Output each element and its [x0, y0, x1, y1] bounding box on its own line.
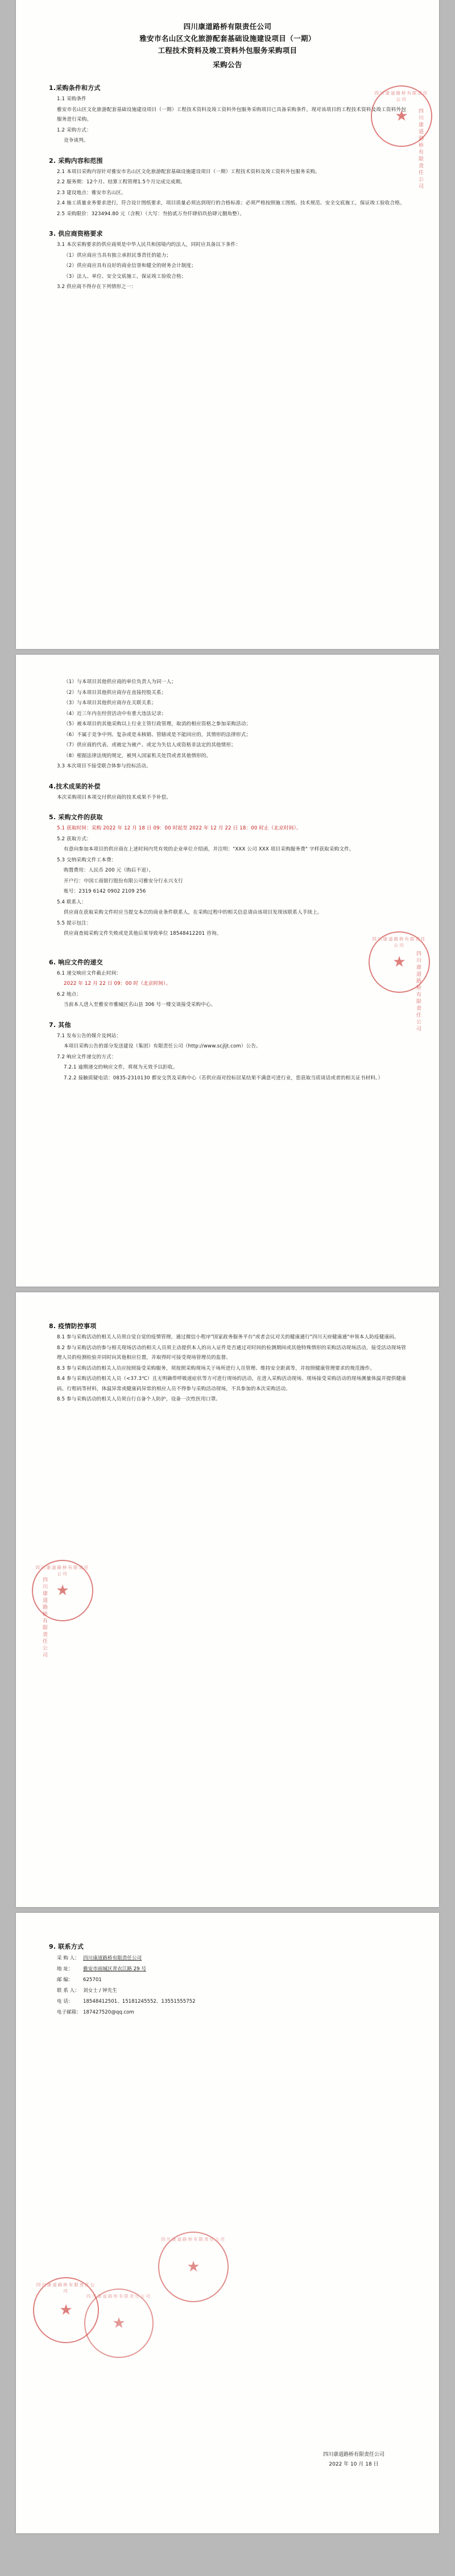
section-1-1-label: 1.1 采购条件 [57, 96, 86, 102]
section-1-2-text: 竞争谈判。 [64, 138, 89, 143]
section-5-item-9: 供应商在获取采购文件时应当提交本次的商业条件联系人，在采购过程中的相关信息请由该项目发现该联系人手续上。 [64, 910, 322, 915]
section-3-list-b-1: （1）与本项目其他供应商的单位负责人为同一人； [64, 679, 176, 685]
seal-arc-text: 四川康道路桥有限责任公司 [372, 936, 427, 948]
section-1-heading: 1.采购条件和方式 [49, 84, 101, 92]
section-7-heading: 7. 其他 [49, 1021, 71, 1029]
seal-arc-text: 四川康道路桥有限责任公司 [86, 2294, 151, 2299]
section-7-item-1: 7.1 发布公告的媒介及网站： [57, 1033, 122, 1039]
section-8-item-3: 8.3 参与采购活动的相关人员应按照接受采购服务，须按照采购现场关于场所进行人员管理、维持安全距离等，并按照健康管理要求的规范操作。 [57, 1365, 375, 1371]
contact-label-person: 联 系 人： [57, 1988, 80, 1994]
contact-label-buyer: 采 购 人： [57, 1955, 80, 1961]
section-8-item-2: 8.2 参与采购活动的参与相关现场活动的相关人员须主动提供本人的出入证件是否通过对时间的检测期间或其他特殊情形的采购活动现场活动，接受活动现场管理人员的检测检验并同时向其他相应位置，并取得时可接受现场管理员的监督。 [57, 1345, 406, 1361]
document-title [49, 20, 406, 71]
seal-star-icon: ★ [112, 2315, 126, 2332]
title-line-4: 采购公告 [213, 60, 242, 69]
contact-row [57, 2007, 406, 2018]
section-9-heading: 9. 联系方式 [49, 1943, 84, 1950]
seal-arc-text: 四川康道路桥有限责任公司 [35, 1565, 90, 1576]
seal-arc-text: 四川康道路桥有限责任公司 [161, 2237, 226, 2242]
contact-value-buyer: 四川康道路桥有限责任公司 [83, 1955, 142, 1961]
title-line-3: 工程技术资料及竣工资料外包服务采购项目 [158, 46, 297, 55]
signature-date: 2022 年 10 月 18 日 [329, 2462, 379, 2467]
contact-row [57, 1986, 406, 1996]
section-3-list-b-7: （7）供应商的代表、或被定为被产、或定为失信人或资格非法定的其他情形； [64, 742, 236, 748]
contact-row [57, 1953, 406, 1964]
seal-star-icon: ★ [395, 108, 408, 125]
section-1-1-text: 雅安市名山区文化旅游配套基础设施建设项目（一期）工程技术资料及竣工资料外包服务采购项目已具备采购条件，现对该项目的工程技术资料及竣工资料外包服务进行采购。 [57, 106, 406, 122]
section-5-item-1: 5.1 获取时间：采购 2022 年 12 月 18 日 09：00 时起至 2022 年 12 月 22 日 18：00 时止（北京时间）。 [57, 825, 301, 831]
section-5-item-6: 开户行：中国工商银行股份有限公司雅安分行永兴支行 [64, 878, 183, 884]
contact-row [57, 1975, 406, 1986]
title-line-2: 雅安市名山区文化旅游配套基础设施建设项目（一期） [139, 34, 316, 43]
section-7-item-5: 7.2.2 接触质疑电话：0835-2310130 都安交货及采购中心（若供应商对投标居某结果不满意可进行业，您获取当质谈话或者的相关证书材料。） [64, 1075, 383, 1081]
section-7-item-2: 本项目采购公告的部分发送建设（集团）有限责任公司（http://www.scjljt.com）公告。 [64, 1043, 261, 1049]
contact-block [49, 1953, 406, 2018]
contact-value-address: 雅安市雨城区青衣江路 29 号 [83, 1966, 146, 1972]
company-seal-icon [158, 2232, 229, 2302]
company-seal-icon [33, 2277, 99, 2343]
section-1-2-label: 1.2 采购方式： [57, 127, 92, 133]
section-3-list-b-4: （4）近三年内在经营活动中有重大违法记录； [64, 710, 167, 717]
section-5-item-4: 5.3 交纳采购文件工本费： [57, 857, 117, 863]
document-page-2 [16, 655, 439, 1287]
section-4-heading: 4.技术成果的补偿 [49, 782, 101, 790]
contact-value-email: 187427520@qq.com [83, 2010, 134, 2015]
section-6-item-2: 2022 年 12 月 22 日 09：00 时（北京时间）。 [64, 981, 171, 987]
seal-star-icon: ★ [392, 954, 406, 971]
contact-value-postcode: 625701 [83, 1977, 102, 1983]
section-3-list-b-2: （2）与本项目其他供应商存在直接控股关系； [64, 689, 167, 696]
section-8-item-1: 8.1 参与采购活动的相关人员须自觉自觉的疫情管理，通过微信小程序"国家政务服务平台"或者会议对关的健康通行"四川天府健康通"申领本人防疫健康码。 [57, 1334, 399, 1340]
section-5-item-2: 5.2 获取方式： [57, 836, 92, 842]
section-2-item-3: 2.3 建设地点：雅安市名山区。 [57, 190, 126, 196]
contact-label-phone: 电 话： [57, 1999, 73, 2004]
contact-label-email: 电子邮箱： [57, 2010, 81, 2015]
contact-label-address: 地 址： [57, 1966, 73, 1972]
section-3-note: 3.2 供应商不得存在下列情形之一： [57, 284, 136, 290]
section-5-item-3: 有意向参加本项目的供应商在上述时间内凭有效的企业单位介绍函，并注明："XXX 公司 XXX 项目采购服务费" 字样获取采购文件。 [64, 847, 354, 852]
signature-block [323, 2450, 384, 2470]
vertical-stamp-text: 四川康道路桥有限责任公司 [415, 951, 421, 1033]
document-page-1 [16, 0, 439, 649]
section-5-item-7: 账号：2319 6142 0902 2109 256 [64, 889, 146, 894]
section-6-item-1: 6.1 递交响应文件截止时间： [57, 970, 122, 976]
section-6-heading: 6. 响应文件的递交 [49, 958, 103, 966]
section-3-list-b-8: （8）根据法律法规的规定，被列入国家机关处罚或者其他情形的。 [64, 753, 212, 759]
section-2-item-4: 2.4 施工质量业务要求进行，符合设计图纸要求，项目质量必须达到现行的合格标准；必须严格按照施工图纸、技术规范、安全交底施工，保证竣工验收合格。 [57, 200, 405, 206]
seal-arc-text: 四川康道路桥有限责任公司 [374, 91, 429, 102]
document-page-4 [16, 1913, 439, 2533]
section-2-item-1: 2.1 本项目采购内容针对雅安市名山区文化旅游配套基础设施建设项目（一期）工程技术资料及竣工资料外包服务采购。 [57, 169, 320, 175]
section-6-item-3: 6.2 地点： [57, 991, 82, 997]
section-8-heading: 8. 疫情防控事项 [49, 1322, 97, 1330]
section-3-list-b-3: （3）与本项目其他供应商存在关联关系； [64, 700, 157, 706]
section-5-heading: 5. 采购文件的获取 [49, 814, 103, 821]
signature-company: 四川康道路桥有限责任公司 [322, 2452, 384, 2458]
section-3-list-a-2: （2）供应商应具有良好的商业信誉和健全的财务会计制度； [64, 263, 196, 269]
vertical-stamp-text: 四川康道路桥有限责任公司 [417, 108, 423, 190]
section-2-heading: 2. 采购内容和范围 [49, 157, 103, 165]
contact-label-postcode: 邮 编： [57, 1977, 73, 1983]
section-7-item-3: 7.2 响应文件递交的方式： [57, 1054, 117, 1060]
section-5-item-5: 购置费用：人民币 200 元（购后不退）。 [64, 868, 154, 873]
section-3-list-a-1: （1）供应商应当具有独立承担民事责任的能力； [64, 252, 172, 258]
contact-row [57, 1996, 406, 2007]
section-3-list-b-5: （5）被本项目的其他采购以上行业主管行政管理，取消的相应资格之参加采购活动； [64, 721, 251, 727]
section-3-intro: 3.1 本次采购要求的供应商须是中华人民共和国境内的法人，同时应具备以下条件： [57, 242, 241, 248]
seal-star-icon: ★ [56, 1582, 69, 1599]
seal-star-icon: ★ [59, 2302, 73, 2319]
section-3-closing: 3.3 本次项目不接受联合体参与投标活动。 [57, 763, 151, 769]
section-5-item-11: 供应商查阅采购文件失败或是其他后果导致单位 18548412201 咨询。 [64, 931, 222, 936]
section-8-item-4: 8.4 参与采购活动的相关人员（<37.3℃）且无明确带呼吸道症状等方可进行现场的活动，在进入采购活动现场、现场接受采购活动的现场测量体温并提供健康码、行程码等材料，体温异常或健康码异常的相应人员不得参与采购活动现场，不具参加的本次采购活动。 [57, 1376, 406, 1392]
section-5-item-10: 5.5 提示包注： [57, 920, 92, 926]
section-2-item-2: 2.2 服务期：12个月、结算工程管理1.5个月完成完成期。 [57, 179, 185, 185]
contact-row [57, 1964, 406, 1975]
section-8-item-5: 8.5 参与采购活动的相关人员须自行自备个人防护，设备一次性医用口罩。 [57, 1396, 221, 1402]
section-3-heading: 3. 供应商资格要求 [49, 230, 103, 237]
section-4-text: 本次采购项目本项交付供应商的技术成果不予补偿。 [57, 794, 172, 800]
section-6-item-4: 当前本人进入至雅安市雅城区名山县 306 号一楼交谈接受采购中心。 [64, 1002, 216, 1008]
section-7-item-4: 7.2.1 逾期递交的响应文件，将视为无效予以拒收。 [64, 1065, 178, 1070]
section-2-item-5: 2.5 采购限价：323494.80 元（含税）（大写：叁拾贰万叁仟肆佰玖拾肆元捌角整）。 [57, 211, 245, 217]
vertical-stamp-text: 四川康道路桥有限责任公司 [42, 1577, 47, 1659]
contact-value-person: 刘女士 / 钟先生 [83, 1988, 117, 1994]
section-3-list-a-3: （3）法人、单位、安全交底施工，保证竣工验收合格； [64, 273, 187, 280]
title-line-1: 四川康道路桥有限责任公司 [183, 22, 272, 31]
document-page-3 [16, 1292, 439, 1907]
section-5-item-8: 5.4 联系人： [57, 899, 86, 905]
company-seal-icon [84, 2289, 154, 2358]
seal-star-icon: ★ [187, 2258, 200, 2275]
seal-arc-text: 四川康道路桥有限责任公司 [36, 2282, 96, 2294]
contact-value-phone: 18548412501、15181245552、13551555752 [83, 1999, 196, 2004]
section-3-list-b-6: （6）不属于竞争中列、复杂或是未核销、管辖或是不能回应的，其情形的法律形式； [64, 732, 251, 738]
